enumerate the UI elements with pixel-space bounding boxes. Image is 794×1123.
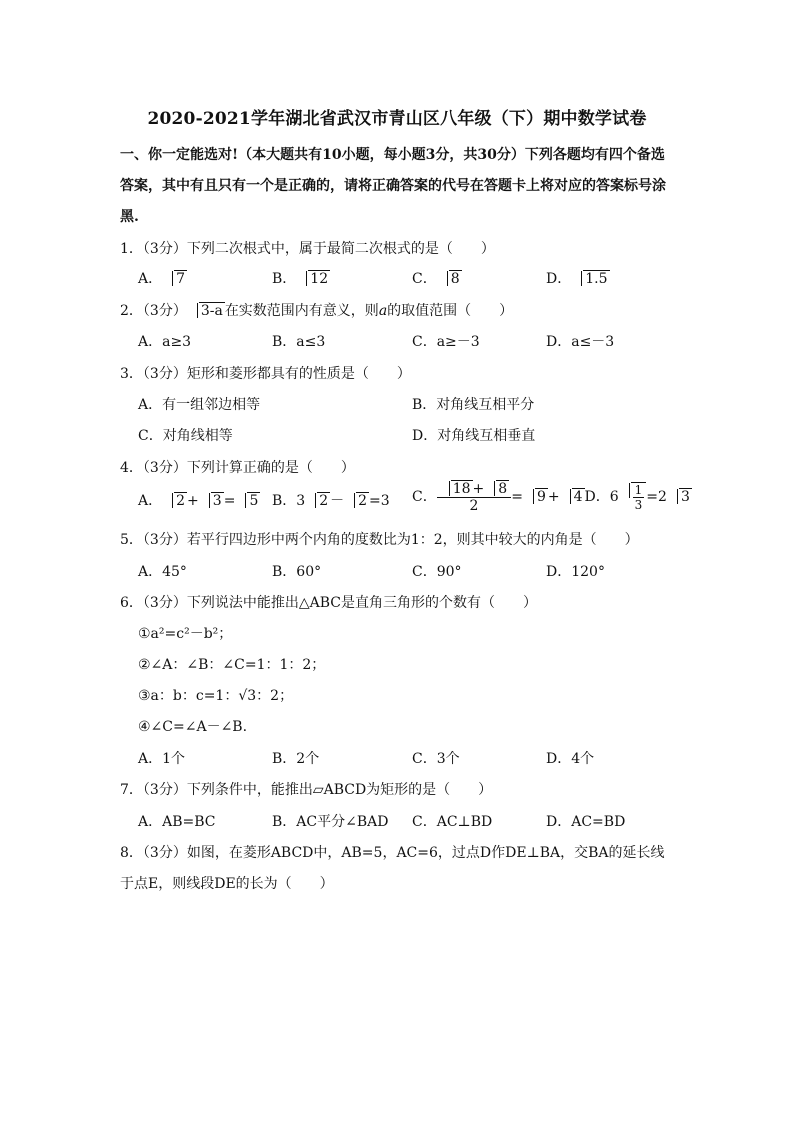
q7-option-c: C．AC⊥BD xyxy=(412,814,493,830)
question-1-stem: 1．（3分）下列二次根式中，属于最简二次根式的是（ ） xyxy=(120,241,495,257)
q2-option-a: A．a≥3 xyxy=(138,334,192,350)
q6-item-2: ②∠A：∠B：∠C=1：1：2； xyxy=(138,657,326,673)
question-2-stem: 2．（3分） 3-a 在实数范围内有意义，则a的取值范围（ ） xyxy=(120,303,514,319)
q3-option-a: A．有一组邻边相等 xyxy=(138,397,261,413)
page-title: 2020-2021学年湖北省武汉市青山区八年级（下）期中数学试卷 xyxy=(147,109,647,129)
q4-option-a: A． 2 + 3 = 5 xyxy=(138,493,259,509)
q2-option-b: B．a≤3 xyxy=(272,334,326,350)
q7-option-a: A．AB=BC xyxy=(138,814,216,830)
sqrt-icon: 3 xyxy=(199,492,224,509)
q1-option-a: A． 7 xyxy=(138,271,186,287)
q1-option-b: B． 12 xyxy=(272,271,329,287)
sqrt-icon: 12 xyxy=(296,270,330,287)
q6-option-b: B．2个 xyxy=(272,751,320,767)
sqrt-icon: 18 xyxy=(439,480,473,497)
q5-option-a: A．45° xyxy=(138,564,187,580)
q3-option-b: B．对角线互相平分 xyxy=(412,397,535,413)
sqrt-icon: 5 xyxy=(235,492,260,509)
section-instructions: 一、你一定能选对!（本大题共有10小题，每小题3分，共30分）下列各题均有四个备选答案，其中有且只有一个是正确的，请将正确答案的代号在答题卡上将对应的答案标号涂黑. xyxy=(120,147,666,225)
sqrt-icon: 3 xyxy=(667,488,692,505)
q5-option-c: C．90° xyxy=(412,564,462,580)
q1-option-d: D． 1.5 xyxy=(546,271,608,287)
q5-option-b: B．60° xyxy=(272,564,322,580)
sqrt-icon: 3-a xyxy=(187,302,225,319)
sqrt-icon: 8 xyxy=(437,270,462,287)
sqrt-icon: 4 xyxy=(560,488,585,505)
q2-option-d: D．a≤－3 xyxy=(546,334,615,350)
fraction: $\frac{18 + 8}{2}$ xyxy=(437,480,511,514)
question-7-stem: 7．（3分）下列条件中，能推出▱ABCD为矩形的是（ ） xyxy=(120,782,493,798)
q2-option-c: C．a≥－3 xyxy=(412,334,480,350)
question-8-line-2: 于点E，则线段DE的长为（ ） xyxy=(120,876,334,892)
q6-option-c: C．3个 xyxy=(412,751,460,767)
q4-option-b: B．3 2 － 2 =3 xyxy=(272,493,390,509)
sqrt-icon: 1.5 xyxy=(571,270,609,287)
q6-item-1: ①a²=c²－b²； xyxy=(138,626,233,642)
q3-option-c: C．对角线相等 xyxy=(138,428,233,444)
sqrt-icon: 7 xyxy=(162,270,187,287)
sqrt-icon: 9 xyxy=(523,488,548,505)
question-3-stem: 3．（3分）矩形和菱形都具有的性质是（ ） xyxy=(120,366,411,382)
sqrt-icon: 2 xyxy=(305,492,330,509)
q6-option-d: D．4个 xyxy=(546,751,595,767)
sqrt-icon: 8 xyxy=(484,480,509,497)
q5-option-d: D．120° xyxy=(546,564,605,580)
q1-option-c: C． 8 xyxy=(412,271,460,287)
question-4-stem: 4．（3分）下列计算正确的是（ ） xyxy=(120,460,355,476)
q3-option-d: D．对角线互相垂直 xyxy=(412,428,536,444)
q6-option-a: A．1个 xyxy=(138,751,186,767)
q4-option-d: D．6 $\frac{1}{3}$ =2 3 xyxy=(584,482,690,512)
question-8-line-1: 8．（3分）如图，在菱形ABCD中，AB=5，AC=6，过点D作DE⊥BA，交BA的延长线 xyxy=(120,845,665,861)
q4-option-c: C． $\frac{18 + 8}{2}$ = 9 + 4 D．6 $\frac{1}{3}$ =2 3 xyxy=(412,481,690,514)
sqrt-icon: 2 xyxy=(162,492,187,509)
q7-option-b: B．AC平分∠BAD xyxy=(272,814,389,830)
question-6-stem: 6．（3分）下列说法中能推出△ABC是直角三角形的个数有（ ） xyxy=(120,595,537,611)
question-5-stem: 5．（3分）若平行四边形中两个内角的度数比为1：2，则其中较大的内角是（ ） xyxy=(120,532,639,548)
sqrt-icon: $\frac{1}{3}$ xyxy=(619,482,647,512)
sqrt-icon: 2 xyxy=(344,492,369,509)
q6-item-3: ③a：b：c=1：√3：2； xyxy=(138,688,294,704)
q6-item-4: ④∠C=∠A－∠B. xyxy=(138,719,248,735)
q7-option-d: D．AC=BD xyxy=(546,814,626,830)
